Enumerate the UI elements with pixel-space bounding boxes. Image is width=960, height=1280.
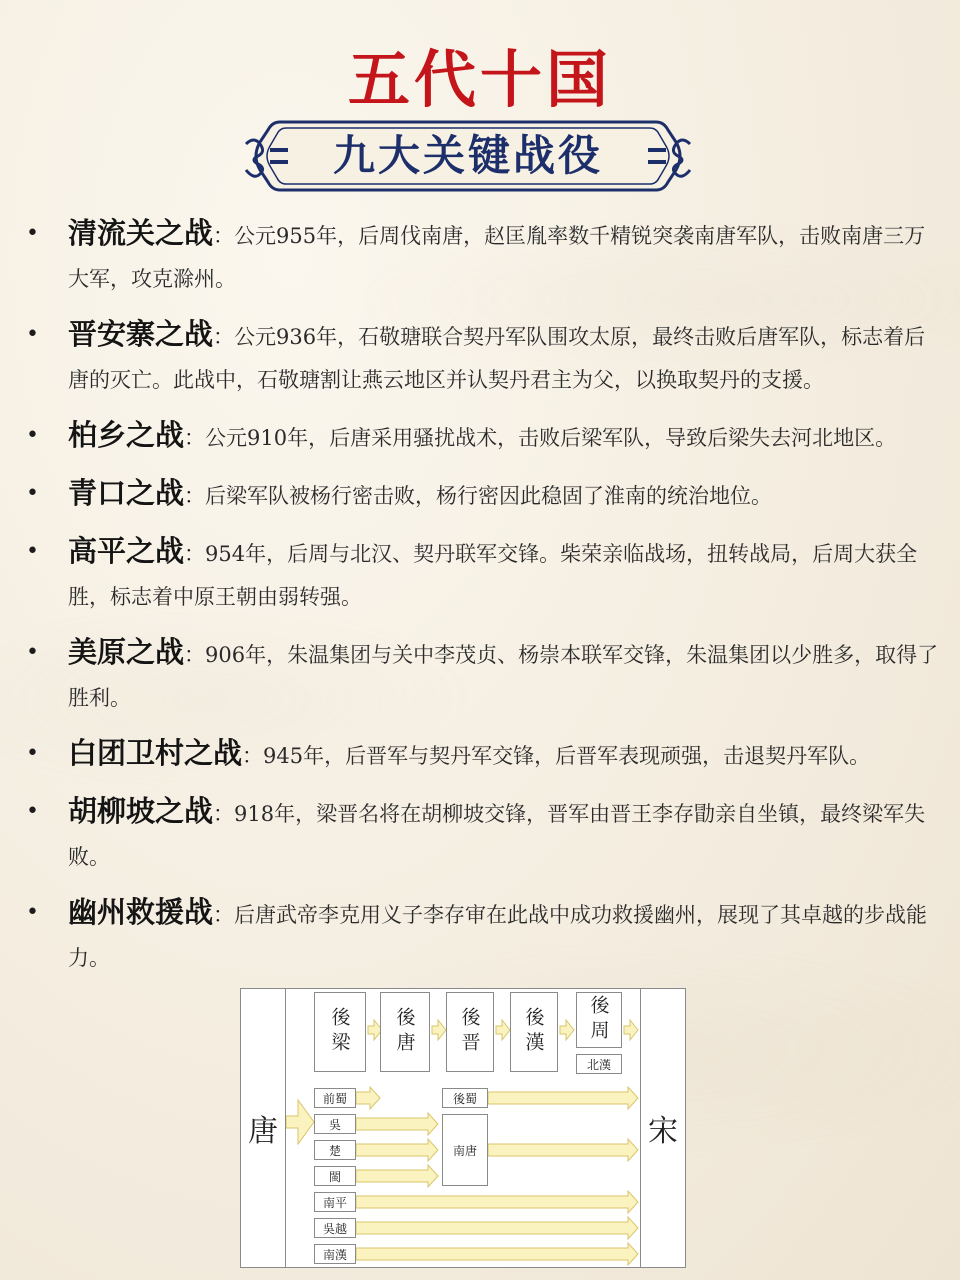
battle-name: 青口之战 [68,476,185,510]
battle-name: 胡柳坡之战 [68,794,214,828]
dynasty-box: 後周 [576,992,622,1048]
dynasty-box: 後唐 [380,992,430,1072]
battle-desc: 906年，朱温集团与关中李茂贞、杨崇本联军交锋，朱温集团以少胜多，取得了胜利。 [68,643,939,710]
dynasty-box: 後晋 [446,992,494,1072]
battle-list [22,212,942,992]
bullet-icon: • [26,481,39,506]
dynasty-box: 後漢 [510,992,558,1072]
kingdom-box: 閩 [314,1166,356,1186]
list-item: • 白团卫村之战：945年，后晋军与契丹军交锋，后晋军表现顽强，击退契丹军队。 [22,732,942,778]
dynasty-box: 後梁 [314,992,366,1072]
kingdom-box: 吳越 [314,1218,356,1238]
song-box: 宋 [640,988,686,1268]
battle-desc: 公元910年，后唐采用骚扰战术，击败后梁军队，导致后梁失去河北地区。 [205,426,897,450]
houshu-box: 後蜀 [442,1088,488,1108]
bullet-icon: • [26,322,39,347]
battle-desc: 945年，后晋军与契丹军交锋，后晋军表现顽强，击退契丹军队。 [263,744,871,768]
battle-name: 高平之战 [68,534,185,568]
list-item: • 高平之战：954年，后周与北汉、契丹联军交锋。柴荣亲临战场，扭转战局，后周大获全胜，标志着中原王朝由弱转强。 [22,530,942,619]
battle-desc: 后梁军队被杨行密击败，杨行密因此稳固了淮南的统治地位。 [205,484,773,508]
bullet-icon: • [26,741,39,766]
list-item: • 幽州救援战：后唐武帝李克用义子李存审在此战中成功救援幽州，展现了其卓越的步战能力。 [22,891,942,980]
kingdom-box: 南平 [314,1192,356,1212]
battle-desc: 后唐武帝李克用义子李存审在此战中成功救援幽州，展现了其卓越的步战能力。 [68,903,928,970]
kingdom-box: 南漢 [314,1244,356,1264]
kingdom-box: 吳 [314,1114,356,1134]
list-item: • 柏乡之战：公元910年，后唐采用骚扰战术，击败后梁军队，导致后梁失去河北地区。 [22,414,942,460]
list-item: • 青口之战：后梁军队被杨行密击败，杨行密因此稳固了淮南的统治地位。 [22,472,942,518]
battle-name: 美原之战 [68,635,185,669]
list-item: • 美原之战：906年，朱温集团与关中李茂贞、杨崇本联军交锋，朱温集团以少胜多，取得了胜利。 [22,631,942,720]
kingdom-box: 前蜀 [314,1088,356,1108]
list-item: • 胡柳坡之战：918年，梁晋名将在胡柳坡交锋，晋军由晋王李存勖亲自坐镇，最终梁军失败。 [22,790,942,879]
tang-box: 唐 [240,988,286,1268]
bullet-icon: • [26,799,39,824]
kingdom-box: 楚 [314,1140,356,1160]
battle-desc: 954年，后周与北汉、契丹联军交锋。柴荣亲临战场，扭转战局，后周大获全胜，标志着中原王朝由弱转强。 [68,542,918,609]
battle-name: 柏乡之战 [68,418,185,452]
bullet-icon: • [26,423,39,448]
battle-desc: 918年，梁晋名将在胡柳坡交锋，晋军由晋王李存勖亲自坐镇，最终梁军失败。 [68,802,926,869]
nantang-box: 南唐 [442,1114,488,1186]
list-item: • 晋安寨之战：公元936年，石敬瑭联合契丹军队围攻太原，最终击败后唐军队，标志着后唐的灭亡。此战中，石敬瑭割让燕云地区并认契丹君主为父，以换取契丹的支援。 [22,313,942,402]
bullet-icon: • [26,539,39,564]
subtitle: 九大关键战役 [332,131,603,180]
subtitle-banner [240,118,696,194]
bullet-icon: • [26,640,39,665]
battle-name: 晋安寨之战 [68,317,214,351]
battle-desc: 公元955年，后周伐南唐，赵匡胤率数千精锐突袭南唐军队，击败南唐三万大军，攻克滁州。 [68,224,926,291]
bullet-icon: • [26,900,39,925]
bullet-icon: • [26,221,39,246]
list-item: • 清流关之战：公元955年，后周伐南唐，赵匡胤率数千精锐突袭南唐军队，击败南唐三万大军，攻克滁州。 [22,212,942,301]
page-title: 五代十国 [347,43,612,116]
dynasty-diagram [240,988,686,1268]
battle-name: 幽州救援战 [68,895,214,929]
battle-name: 清流关之战 [68,216,214,250]
battle-name: 白团卫村之战 [68,736,243,770]
battle-desc: 公元936年，石敬瑭联合契丹军队围攻太原，最终击败后唐军队，标志着后唐的灭亡。此战中，石敬瑭割让燕云地区并认契丹君主为父，以换取契丹的支援。 [68,325,926,392]
beihan-box: 北漢 [576,1054,622,1074]
